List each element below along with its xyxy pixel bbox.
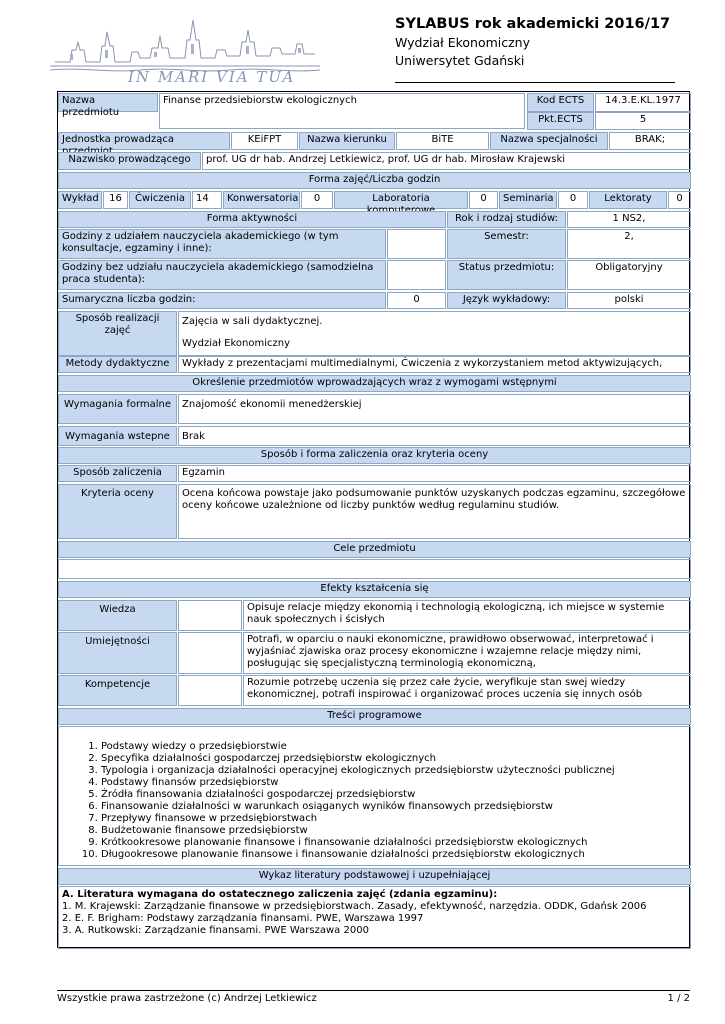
unit-label: Jednostka prowadząca xyxy=(58,132,230,150)
program-section-title: Treści programowe xyxy=(58,708,691,725)
logo-motto: IN MARI VIA TUA xyxy=(128,68,296,86)
literature-content xyxy=(58,886,691,949)
hours-value-computer-labs: 0 xyxy=(469,191,498,209)
outcome-knowledge-label: Wiedza xyxy=(58,600,177,631)
page-number: 1 / 2 xyxy=(667,993,690,1004)
prereq-section-title: Określenie przedmiotów wprowadzających wraz z wymogami wstępnymi xyxy=(58,375,691,392)
list-item: 3. Typologia i organizacja działalności operacyjnej ekologicznych przedsiębiorstw użyteczności publicznej xyxy=(101,765,615,777)
specialization-label: Nazwa specjalności xyxy=(490,132,608,150)
contact-hours-label: Godziny z udziałem nauczyciela akademickiego (w tym konsultacje, egzaminy i inne): xyxy=(58,229,386,259)
delivery-mode-label: Sposób realizacji zajęć xyxy=(58,311,177,356)
assessment-method-label: Sposób zaliczenia xyxy=(58,465,177,482)
list-item: 8. Budżetowanie finansowe przedsiębiorstw xyxy=(101,825,615,837)
year-label: Rok i rodzaj studiów: xyxy=(447,211,566,228)
outcome-competences-label: Kompetencje xyxy=(58,675,177,706)
ects-points-label: Pkt.ECTS xyxy=(527,112,594,130)
list-item: 3. A. Rutkowski: Zarządzanie finansami. PWE Warszawa 2000 xyxy=(62,925,369,936)
status-label: Status przedmiotu: xyxy=(447,260,566,290)
syllabus-sheet xyxy=(57,91,690,948)
ects-points: 5 xyxy=(595,112,691,130)
hours-label-lecture: Wykład xyxy=(58,191,102,209)
assessment-section-title: Sposób i forma zaliczenia oraz kryteria oceny xyxy=(58,447,691,464)
page-footer xyxy=(57,990,690,1004)
contact-hours-value xyxy=(387,229,446,259)
hours-label-conversatory: Konwersatoria xyxy=(223,191,300,209)
program-topics xyxy=(71,741,615,861)
delivery-mode-line2: Wydział Ekonomiczny xyxy=(182,338,291,349)
goals-content xyxy=(58,559,691,579)
literature-heading: A. Literatura wymagana do ostatecznego zaliczenia zajęć (zdania egzaminu): xyxy=(62,889,498,900)
header-divider xyxy=(395,82,675,83)
list-item: 1. Podstawy wiedzy o przedsiębiorstwie xyxy=(101,741,615,753)
university-name: Uniwersytet Gdański xyxy=(395,53,525,68)
specialization-value: BRAK; xyxy=(609,132,691,150)
formal-req-value: Znajomość ekonomii menedżerskiej xyxy=(178,394,691,424)
hours-value-lecture: 16 xyxy=(103,191,128,209)
hours-section-title: Forma zajęć/Liczba godzin xyxy=(58,172,691,189)
hours-label-exercises: Ćwiczenia xyxy=(129,191,191,209)
list-item: 7. Przepływy finansowe w przedsiębiorstwach xyxy=(101,813,615,825)
criteria-label: Kryteria oceny xyxy=(58,484,177,539)
title-block xyxy=(395,16,670,68)
semester-value: 2, xyxy=(567,229,691,259)
program-content xyxy=(58,726,691,866)
self-study-label: Godziny bez udziału nauczyciela akademickiego (samodzielna praca studenta): xyxy=(58,260,386,290)
literature-section-title: Wykaz literatury podstawowej i uzupełniającej xyxy=(58,868,691,885)
list-item: 10. Długookresowe planowanie finansowe i finansowanie działalności przedsiębiorstw ekologicznych xyxy=(101,849,615,861)
hours-value-seminars: 0 xyxy=(558,191,588,209)
faculty-name: Wydział Ekonomiczny xyxy=(395,35,531,50)
list-item: 4. Podstawy finansów przedsiębiorstw xyxy=(101,777,615,789)
list-item: 9. Krótkookresowe planowanie finansowe i finansowanie działalności przedsiębiorstw ekologicznych xyxy=(101,837,615,849)
assessment-method-value: Egzamin xyxy=(178,465,691,482)
language-label: Język wykładowy: xyxy=(447,292,566,309)
list-item: 1. M. Krajewski: Zarządzanie finansowe w przedsiębiorstwach. Zasady, efektywność, narzędzia. ODDK, Gdańsk 2006 xyxy=(62,901,647,912)
outcome-competences-text: Rozumie potrzebę uczenia się przez całe życie, weryfikuje stan swej wiedzy ekonomicznej, potrafi inspirować i organizować proces uczenia się innych osób xyxy=(243,675,691,706)
outcomes-section-title: Efekty kształcenia się xyxy=(58,581,691,598)
university-logo xyxy=(50,12,320,84)
initial-req-label: Wymagania wstepne xyxy=(58,426,177,446)
hours-value-language: 0 xyxy=(668,191,691,209)
criteria-value: Ocena końcowa powstaje jako podsumowanie punktów uzyskanych podczas egzaminu, szczegółowe oceny końcowe uzależnione od liczby punktów według regulaminu studiów. xyxy=(178,484,691,539)
semester-label: Semestr: xyxy=(447,229,566,259)
field-value: BiTE xyxy=(396,132,489,150)
methods-value: Wykłady z prezentacjami multimedialnymi, Ćwiczenia z wykorzystaniem metod aktywizujących, xyxy=(178,356,691,373)
outcome-skills-label: Umiejętności xyxy=(58,632,177,674)
status-value: Obligatoryjny xyxy=(567,260,691,290)
year-value: 1 NS2, xyxy=(567,211,691,228)
outcome-competences-code xyxy=(178,675,242,706)
methods-label: Metody dydaktyczne xyxy=(58,356,177,373)
outcome-skills-text: Potrafi, w oparciu o nauki ekonomiczne, prawidłowo obserwować, interpretować i wyjaśniać zjawiska oraz procesy ekonomiczne i wzajemne relacje między nimi, posługując się specjalistyczną terminologią ekonomiczną, xyxy=(243,632,691,674)
initial-req-value: Brak xyxy=(178,426,691,446)
total-hours-value: 0 xyxy=(387,292,446,309)
hours-value-conversatory: 0 xyxy=(301,191,333,209)
course-name: Finanse przedsiebiorstw ekologicznych xyxy=(159,93,525,129)
ects-code-label: Kod ECTS xyxy=(527,93,594,112)
hours-label-language: Lektoraty xyxy=(589,191,667,209)
hours-label-seminars: Seminaria xyxy=(499,191,557,209)
list-item: 2. Specyfika działalności gospodarczej przedsiębiorstw ekologicznych xyxy=(101,753,615,765)
copyright-text: Wszystkie prawa zastrzeżone (c) Andrzej Letkiewicz xyxy=(57,993,317,1004)
outcome-skills-code xyxy=(178,632,242,674)
hours-label-computer-labs: Laboratoria xyxy=(334,191,468,209)
course-name-label: Nazwa przedmiotu xyxy=(58,93,158,112)
delivery-mode-line1: Zajęcia w sali dydaktycznej. xyxy=(182,316,323,327)
unit-value: KEiFPT xyxy=(231,132,298,150)
hours-value-exercises: 14 xyxy=(192,191,222,209)
list-item: 5. Źródła finansowania działalności gospodarczej przedsiębiorstw xyxy=(101,789,615,801)
lecturer-names: prof. UG dr hab. Andrzej Letkiewicz, prof. UG dr hab. Mirosław Krajewski xyxy=(202,152,691,170)
goals-section-title: Cele przedmiotu xyxy=(58,541,691,558)
delivery-mode xyxy=(178,311,691,356)
lecturer-label: Nazwisko prowadzącego xyxy=(58,152,201,170)
ects-code: 14.3.E.KL.1977 xyxy=(595,93,691,112)
page-header xyxy=(50,12,675,84)
self-study-value xyxy=(387,260,446,290)
activity-form-label: Forma aktywności xyxy=(58,211,446,228)
outcome-knowledge-text: Opisuje relacje między ekonomią i technologią ekologiczną, ich miejsce w systemie nauk społecznych i ścisłych xyxy=(243,600,691,631)
formal-req-label: Wymagania formalne xyxy=(58,394,177,424)
outcome-knowledge-code xyxy=(178,600,242,631)
language-value: polski xyxy=(567,292,691,309)
field-label: Nazwa kierunku xyxy=(299,132,395,150)
total-hours-label: Sumaryczna liczba godzin: xyxy=(58,292,386,309)
list-item: 2. E. F. Brigham: Podstawy zarządzania finansami. PWE, Warszawa 1997 xyxy=(62,913,424,924)
syllabus-title: SYLABUS rok akademicki 2016/17 xyxy=(395,16,671,32)
list-item: 6. Finansowanie działalności w warunkach osiąganych wyników finansowych przedsiębiorstw xyxy=(101,801,615,813)
